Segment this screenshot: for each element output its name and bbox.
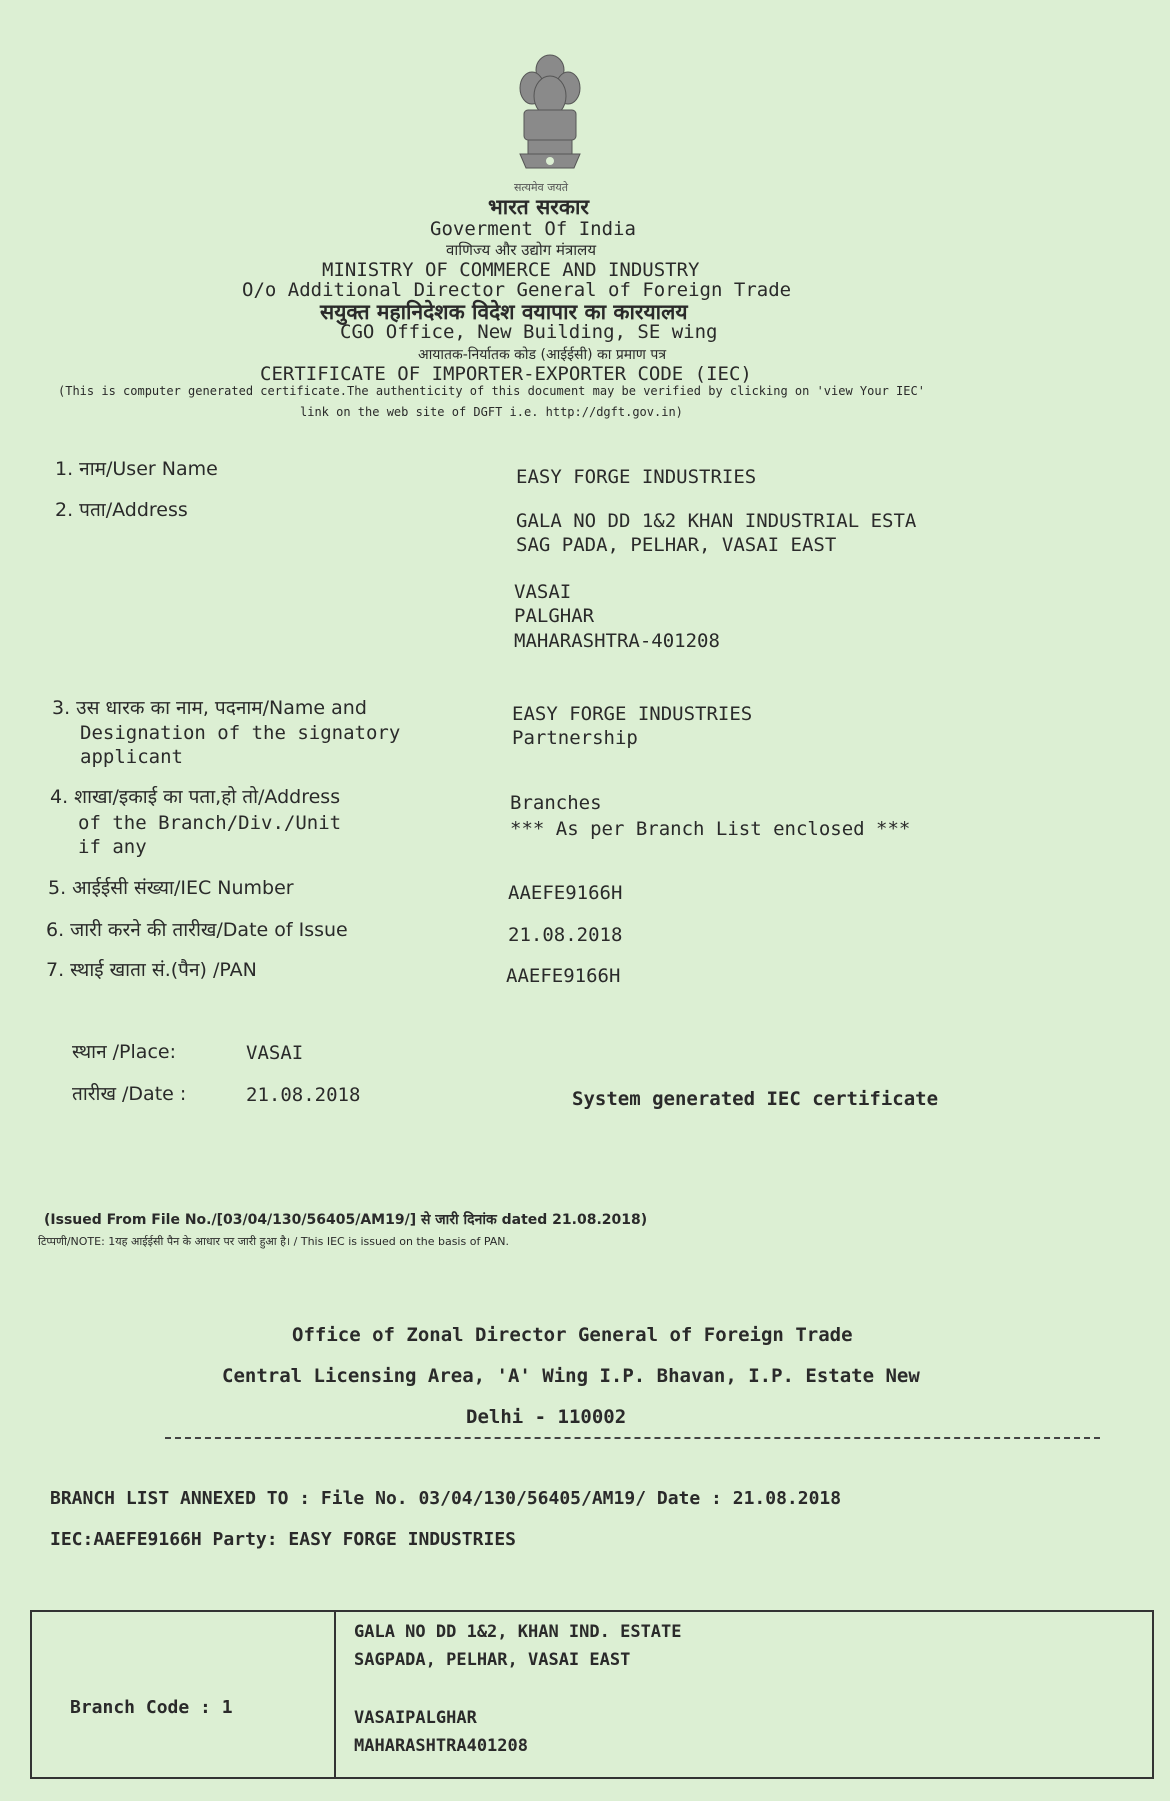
authenticity-note-line2: link on the web site of DGFT i.e. http://dgft.gov.in) — [300, 405, 683, 419]
place-value: VASAI — [246, 1042, 304, 1064]
zonal-office-line2: Central Licensing Area, 'A' Wing I.P. Bhavan, I.P. Estate New — [222, 1365, 920, 1387]
signatory-label-line2: Designation of the signatory — [80, 722, 401, 744]
address-line1: GALA NO DD 1&2 KHAN INDUSTRIAL ESTA — [516, 510, 917, 532]
branch-address-line2: SAGPADA, PELHAR, VASAI EAST — [354, 1650, 631, 1670]
pan-label: 7. स्थाई खाता सं.(पैन) /PAN — [46, 959, 257, 981]
hindi-certificate-title: आयातक-निर्यातक कोड (आईईसी) का प्रमाण पत्र — [418, 347, 667, 363]
date-value: 21.08.2018 — [246, 1084, 361, 1106]
branch-code-label: Branch Code : 1 — [70, 1697, 233, 1718]
hindi-ministry: वाणिज्य और उद्योग मंत्रालय — [446, 241, 597, 259]
branch-table — [30, 1610, 1154, 1779]
issued-note: टिप्पणी/NOTE: 1यह आईईसी पैन के आधार पर जारी हुआ है। / This IEC is issued on the basis of PAN. — [38, 1235, 509, 1248]
user-name-value: EASY FORGE INDUSTRIES — [516, 466, 757, 488]
branch-address-line4: MAHARASHTRA401208 — [354, 1736, 528, 1756]
issued-from-file: (Issued From File No./[03/04/130/56405/AM19/] से जारी दिनांक dated 21.08.2018) — [44, 1212, 648, 1228]
system-generated-note: System generated IEC certificate — [572, 1088, 939, 1110]
emblem-caption: सत्यमेव जयते — [514, 181, 569, 194]
iec-number-value: AAEFE9166H — [508, 882, 623, 904]
address-line2: SAG PADA, PELHAR, VASAI EAST — [516, 534, 837, 556]
signatory-name-value: EASY FORGE INDUSTRIES — [512, 703, 753, 725]
zonal-office-line3: Delhi - 110002 — [466, 1406, 627, 1428]
issue-date-value: 21.08.2018 — [508, 924, 623, 946]
date-label: तारीख /Date : — [72, 1083, 187, 1105]
signatory-designation-value: Partnership — [512, 727, 638, 749]
branch-address-label-line3: if any — [78, 836, 147, 858]
office-name: O/o Additional Director General of Foreign Trade — [242, 279, 792, 301]
address-label: 2. पता/Address — [55, 499, 188, 521]
ashoka-emblem-icon — [510, 48, 590, 188]
dashed-divider — [165, 1437, 1100, 1439]
place-label: स्थान /Place: — [72, 1041, 176, 1063]
government-of-india: Goverment Of India — [430, 218, 636, 240]
branch-address-line3: VASAIPALGHAR — [354, 1708, 477, 1728]
issue-date-label: 6. जारी करने की तारीख/Date of Issue — [46, 919, 348, 941]
signatory-label-line1: 3. उस धारक का नाम, पदनाम/Name and — [52, 697, 367, 719]
address-line4: PALGHAR — [514, 605, 595, 627]
zonal-office-line1: Office of Zonal Director General of Foreign Trade — [292, 1324, 853, 1346]
branch-address-line1: GALA NO DD 1&2, KHAN IND. ESTATE — [354, 1622, 682, 1642]
user-name-label: 1. नाम/User Name — [55, 458, 218, 480]
hindi-office-name: सयुक्त महानिदेशक विदेश वयापार का कारयालय — [320, 300, 688, 324]
hindi-government: भारत सरकार — [488, 195, 590, 219]
iec-number-label: 5. आईईसी संख्या/IEC Number — [48, 877, 294, 899]
branch-iec-party-line: IEC:AAEFE9166H Party: EASY FORGE INDUSTRIES — [50, 1529, 516, 1550]
ministry-name: MINISTRY OF COMMERCE AND INDUSTRY — [322, 259, 700, 281]
branch-value-line1: Branches — [510, 792, 602, 814]
branch-value-line2: *** As per Branch List enclosed *** — [510, 818, 911, 840]
branch-annex-line: BRANCH LIST ANNEXED TO : File No. 03/04/130/56405/AM19/ Date : 21.08.2018 — [50, 1488, 842, 1509]
branch-table-divider — [334, 1612, 336, 1777]
cgo-office: CGO Office, New Building, SE wing — [340, 321, 718, 343]
signatory-label-line3: applicant — [80, 746, 183, 768]
branch-address-label-line1: 4. शाखा/इकाई का पता,हो तो/Address — [50, 786, 341, 808]
branch-address-label-line2: of the Branch/Div./Unit — [78, 812, 342, 834]
pan-value: AAEFE9166H — [506, 965, 621, 987]
address-line3: VASAI — [514, 581, 572, 603]
address-line5: MAHARASHTRA-401208 — [514, 630, 720, 652]
authenticity-note-line1: (This is computer generated certificate.The authenticity of this document may be verified by clicking on 'view Your IEC' — [58, 384, 925, 398]
certificate-title: CERTIFICATE OF IMPORTER-EXPORTER CODE (IEC) — [260, 363, 752, 385]
